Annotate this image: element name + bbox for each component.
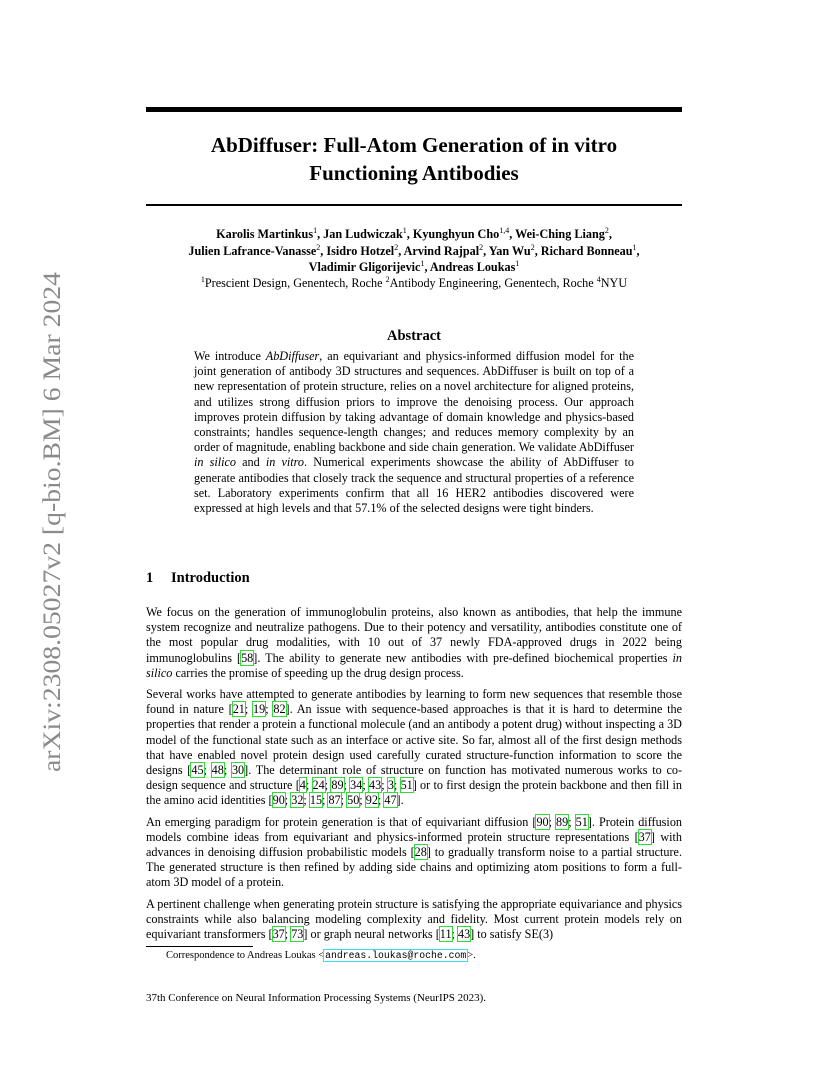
citation-link[interactable]: 87 [328,793,341,808]
text-run: or to first design the protein backbone and then fill in the amino acid identities [146,778,683,808]
text-run: . [400,793,404,808]
citation-link[interactable]: 92 [365,793,378,808]
author-affil-mark: 1 [420,259,425,268]
paragraph: An emerging paradigm for protein generation is that of equivariant diffusion [90; 89; 51]. Protein diffusion models combine ideas from equivariant and physics-informed protein structure representations [37] with advances in denoising diffusion probabilistic models [28] to gradually transform noise to a partial structure. The generated structure is then refined by adding side chains and optimizing atom positions to form a full-atom 3D model of a protein. [146,814,683,890]
affiliation: Prescient Design, Genentech, Roche [204,276,386,290]
abstract-emphasis: AbDiffuser [265,349,320,363]
text-run: with advances in denoising diffusion probabilistic models [146,829,682,860]
paragraph: We focus on the generation of immunoglobulin proteins, also known as antibodies, that help the immune system recognize and neutralize pathogens. Due to their potency and versatility, antibodies constitute one of the most popular drug modalities, with 10 out of 37 newly FDA-approved drugs in 2022 being immunoglobulins [58]. The ability to generate new antibodies with pre-defined biochemical properties in silico carries the promise of speeding up the drug design process. [146,605,682,680]
text-run: or graph neural networks [307,927,436,942]
author-name: Richard Bonneau [540,243,633,258]
citation-link[interactable]: 3 [387,778,394,793]
citation-link[interactable]: 32 [291,793,304,808]
citation-link[interactable]: 89 [331,778,344,793]
citation-link[interactable]: 37 [272,927,285,942]
text-run: to satisfy SE(3) [474,927,554,942]
citation-link[interactable]: 4 [299,778,306,793]
affiliations [146,275,682,291]
citation-link[interactable]: 30 [231,763,245,778]
author-name: Arvind Rajpal [403,243,480,258]
author-list [146,226,682,276]
citation-link[interactable]: 90 [272,793,285,808]
author-name: Julien Lafrance-Vanasse [188,243,317,258]
author-affil-mark: 2 [604,226,609,235]
paragraph: A pertinent challenge when generating protein structure is satisfying the appropriate equivariance and physics constraints while also balancing modeling complexity and fidelity. Most current protein models rely on equivariant transformers [37; 73] or graph neural networks [11; 43] to satisfy SE(3) [146,896,682,942]
citation-link[interactable]: 51 [575,814,588,829]
abstract-run: and [236,455,266,470]
author-name: Kyunghyun Cho [412,227,500,241]
text-run: carries the promise of speeding up the drug design process. [172,665,464,680]
abstract-run: , an equivariant and physics-informed diffusion model for the joint generation of antibody 3D structures and sequences. AbDiffuser is built on top of a new representation of protein structure, relies on a novel architecture for aligned proteins, and utilizes strong diffusion priors to improve the denoising process. Our approach improves protein diffusion by taking advantage of domain knowledge and physics-based constraints; handles sequence-length changes; and reduces memory complexity by an order of magnitude, enabling backbone and side chain generation. We validate AbDiffuser [194,349,634,455]
correspondence-footnote [166,950,476,961]
author-affil-mark: 1 [313,226,318,235]
title-line-1: AbDiffuser: Full-Atom Generation of in vitro [210,133,618,157]
abstract-text [194,349,634,516]
abstract-emphasis: in vitro [265,455,305,470]
affil-mark: 1 [200,275,205,284]
arxiv-id[interactable]: arXiv:2308.05027v2 [q-bio.BM] 6 Mar 2024 [37,311,66,772]
author-affil-mark: 1,4 [499,226,510,235]
text-run: . The ability to generate new antibodies with pre-defined biochemical properties [257,650,673,665]
author-affil-mark: 1 [402,226,407,235]
citation-link[interactable]: 28 [414,845,427,860]
citation-link[interactable]: 50 [347,793,360,808]
paragraph: Several works have attempted to generate antibodies by learning to form new sequences that resemble those found in nature [21; 19; 82]. An issue with sequence-based approaches is that it is hard to determine the properties that render a protein a functional molecule (and an antibody a potent drug) without inspecting a 3D model of the functional state such as an interface or active site. So far, almost all of the first design methods that have enabled novel protein design used carefully curated structure-function information to score the designs [45; 48; 30]. The determinant role of structure on function has motivated numerous works to co-design sequence and structure [4; 24; 89; 34; 43; 3; 51] or to first design the protein backbone and then fill in the amino acid identities [90; 32; 15; 87; 50; 92; 47]. [146,687,683,808]
text-run: Several works have attempted to generate antibodies by learning to form new sequences that resemble those found in nature [146,687,682,717]
abstract-run: . Numerical experiments showcase the ability of AbDiffuser to generate antibodies that closely track the sequence and structural properties of a reference set. Laboratory experiments confirm that all 16 HER2 antibodies discovered were expressed at high levels and that 57.1% of the selected designs were tight binders. [194,455,634,516]
footnote-rule [146,946,253,947]
author-affil-mark: 1 [515,259,520,268]
text-run: We focus on the generation of immunoglobulin proteins, also known as antibodies, that help the immune system recognize and neutralize pathogens. Due to their potency and versatility, antibodies constitute one of the most popular drug modalities, with 10 out of 37 newly FDA-approved drugs in 2022 being immunoglobulins [146,605,682,665]
citation-link[interactable]: 15 [309,793,323,808]
author-affil-mark: 2 [394,242,399,252]
affiliation: NYU [600,276,628,290]
citation-link[interactable]: 47 [384,793,397,808]
authors-line-1: Karolis Martinkus$^1$, Jan Ludwiczak$^1$, Kyunghyun Cho$^{1,4}$, Wei-Ching Liang$^2$, [216,226,612,241]
author-name: Andreas Loukas [429,260,516,274]
authors-line-2: Julien Lafrance-Vanasse$^2$, Isidro Hotzel$^2$, Arvind Rajpal$^2$, Yan Wu$^2$, Richard Bonneau$^1$, [188,242,640,258]
author-name: Karolis Martinkus [216,227,314,241]
citation-link[interactable]: 19 [253,702,266,717]
authors-line-3: Vladimir Gligorijevic$^1$, Andreas Loukas$^1$ [308,259,520,274]
arxiv-stamp[interactable] [30,270,70,772]
author-name: Wei-Ching Liang [515,227,605,241]
author-affil-mark: 2 [479,242,484,252]
affil-mark: 2 [385,275,390,284]
author-affil-mark: 2 [530,242,535,252]
citation-link[interactable]: 45 [191,763,204,778]
citation-link[interactable]: 82 [273,702,286,717]
paper-title [146,131,682,187]
author-name: Isidro Hotzel [326,243,395,258]
text-run: An emerging paradigm for protein generation is that of equivariant diffusion [146,814,533,829]
affiliation: Antibody Engineering, Genentech, Roche [389,276,597,290]
title-top-rule [146,107,682,112]
text-run: to gradually transform noise to a partial structure. The generated structure is then refined by adding side chains and optimizing atom positions to form a full-atom 3D model of a protein. [146,845,682,890]
author-name: Yan Wu [488,243,531,258]
citation-link[interactable]: 34 [350,778,363,793]
citation-link[interactable]: 48 [211,763,224,778]
title-line-2: Functioning Antibodies [309,161,519,185]
venue-note: 37th Conference on Neural Information Processing Systems (NeurIPS 2023). [146,992,487,1004]
citation-link[interactable]: 11 [439,927,452,942]
footnote-text: Correspondence to Andreas Loukas < [166,950,325,961]
affil-mark: 4 [596,275,601,284]
text-run: . An issue with sequence-based approaches is that it is hard to determine the properties that render a protein a functional molecule (and an antibody a potent drug) without inspecting a 3D model of the functional state such as an interface or active site. So far, almost all of the first design methods that have enabled novel protein design used carefully curated structure-function information to score the designs [146,702,682,778]
author-affil-mark: 2 [316,242,321,252]
text-run: A pertinent challenge when generating protein structure is satisfying the appropriate equivariance and physics constraints while also balancing modeling complexity and fidelity. Most current protein models rely on equivariant transformers [146,896,682,942]
text-run: . The determinant role of structure on function has motivated numerous works to co-design sequence and structure [146,763,683,793]
author-name: Jan Ludwiczak [323,227,403,241]
author-name: Vladimir Gligorijevic [308,260,421,274]
title-bottom-rule [146,204,682,206]
citation-link[interactable]: 51 [400,778,413,793]
citation-link[interactable]: 24 [312,778,325,793]
section-number: 1 [146,570,154,586]
citation-link[interactable]: 58 [241,650,254,665]
footnote-text: >. [467,950,476,961]
abstract-heading: Abstract [387,328,441,344]
text-emphasis: in silico [146,650,682,680]
email-link[interactable]: andreas.loukas@roche.com [325,950,467,961]
citation-link[interactable]: 89 [556,814,569,829]
citation-link[interactable]: 37 [638,829,651,844]
section-heading [146,570,250,587]
introduction-body [146,605,682,948]
citation-link[interactable]: 21 [232,702,245,717]
author-affil-mark: 1 [632,242,637,252]
citation-link[interactable]: 43 [369,778,382,793]
citation-link[interactable]: 90 [536,814,549,829]
citation-link[interactable]: 43 [457,927,471,942]
citation-link[interactable]: 73 [291,927,304,942]
abstract-emphasis: in silico [194,455,237,470]
section-title: Introduction [171,570,250,586]
text-run: . Protein diffusion models combine ideas from equivariant and physics-informed protein structure representations [146,814,683,844]
abstract-run: We introduce [194,349,266,363]
